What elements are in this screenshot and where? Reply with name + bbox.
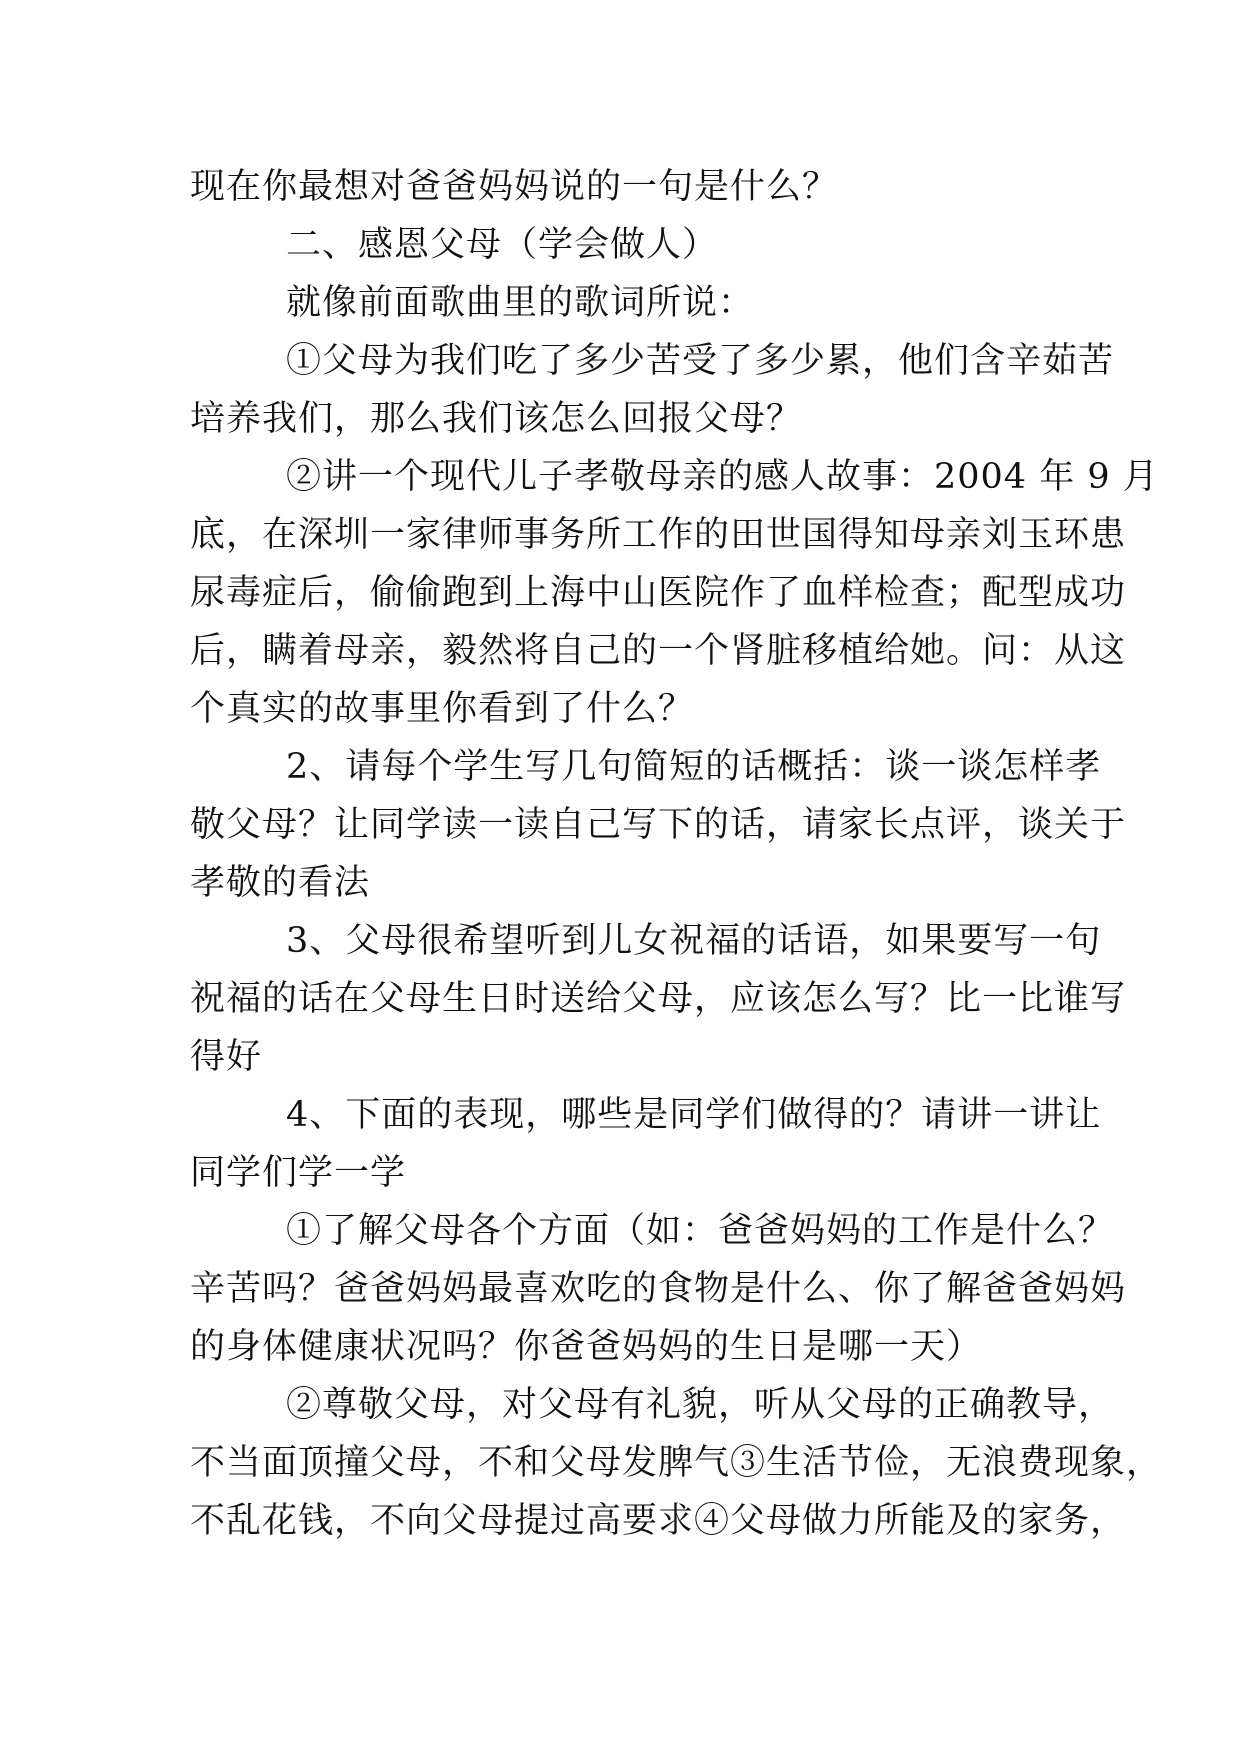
text-line: 孝敬的看法 — [190, 863, 371, 903]
text-line: 底，在深圳一家律师事务所工作的田世国得知母亲刘玉环患 — [190, 515, 1127, 555]
text-line: 不当面顶撞父母，不和父母发脾气③生活节俭，无浪费现象， — [190, 1443, 1163, 1483]
text-line: 同学们学一学 — [190, 1153, 407, 1193]
text-line: 后，瞒着母亲，毅然将自己的一个肾脏移植给她。问：从这 — [190, 631, 1127, 671]
text-line: 尿毒症后，偷偷跑到上海中山医院作了血样检查；配型成功 — [190, 573, 1127, 613]
section-heading: 二、感恩父母（学会做人） — [286, 225, 719, 265]
text-line: ①父母为我们吃了多少苦受了多少累，他们含辛茹苦 — [286, 341, 1115, 381]
text-line: 敬父母？让同学读一读自己写下的话，请家长点评，谈关于 — [190, 805, 1127, 845]
text-line: 辛苦吗？爸爸妈妈最喜欢吃的食物是什么、你了解爸爸妈妈 — [190, 1269, 1127, 1309]
text-line: 2、请每个学生写几句简短的话概括：谈一谈怎样孝 — [286, 747, 1102, 787]
text-line: 的身体健康状况吗？你爸爸妈妈的生日是哪一天） — [190, 1327, 983, 1367]
text-line: 培养我们，那么我们该怎么回报父母？ — [190, 399, 803, 439]
text-line: 就像前面歌曲里的歌词所说： — [286, 283, 755, 323]
text-line: 3、父母很希望听到儿女祝福的话语，如果要写一句 — [286, 921, 1102, 961]
text-line: 个真实的故事里你看到了什么？ — [190, 689, 695, 729]
text-line: 得好 — [190, 1037, 263, 1077]
text-line: 现在你最想对爸爸妈妈说的一句是什么？ — [190, 167, 839, 207]
text-line: 4、下面的表现，哪些是同学们做得的？请讲一讲让 — [286, 1095, 1102, 1135]
text-line: ②尊敬父母，对父母有礼貌，听从父母的正确教导， — [286, 1385, 1115, 1425]
text-line: ②讲一个现代儿子孝敬母亲的感人故事：2004 年 9 月 — [286, 457, 1159, 497]
document-body — [190, 158, 1163, 1550]
text-line: 不乱花钱，不向父母提过高要求④父母做力所能及的家务， — [190, 1501, 1127, 1541]
text-line: ①了解父母各个方面（如：爸爸妈妈的工作是什么？ — [286, 1211, 1115, 1251]
text-line: 祝福的话在父母生日时送给父母，应该怎么写？比一比谁写 — [190, 979, 1127, 1019]
